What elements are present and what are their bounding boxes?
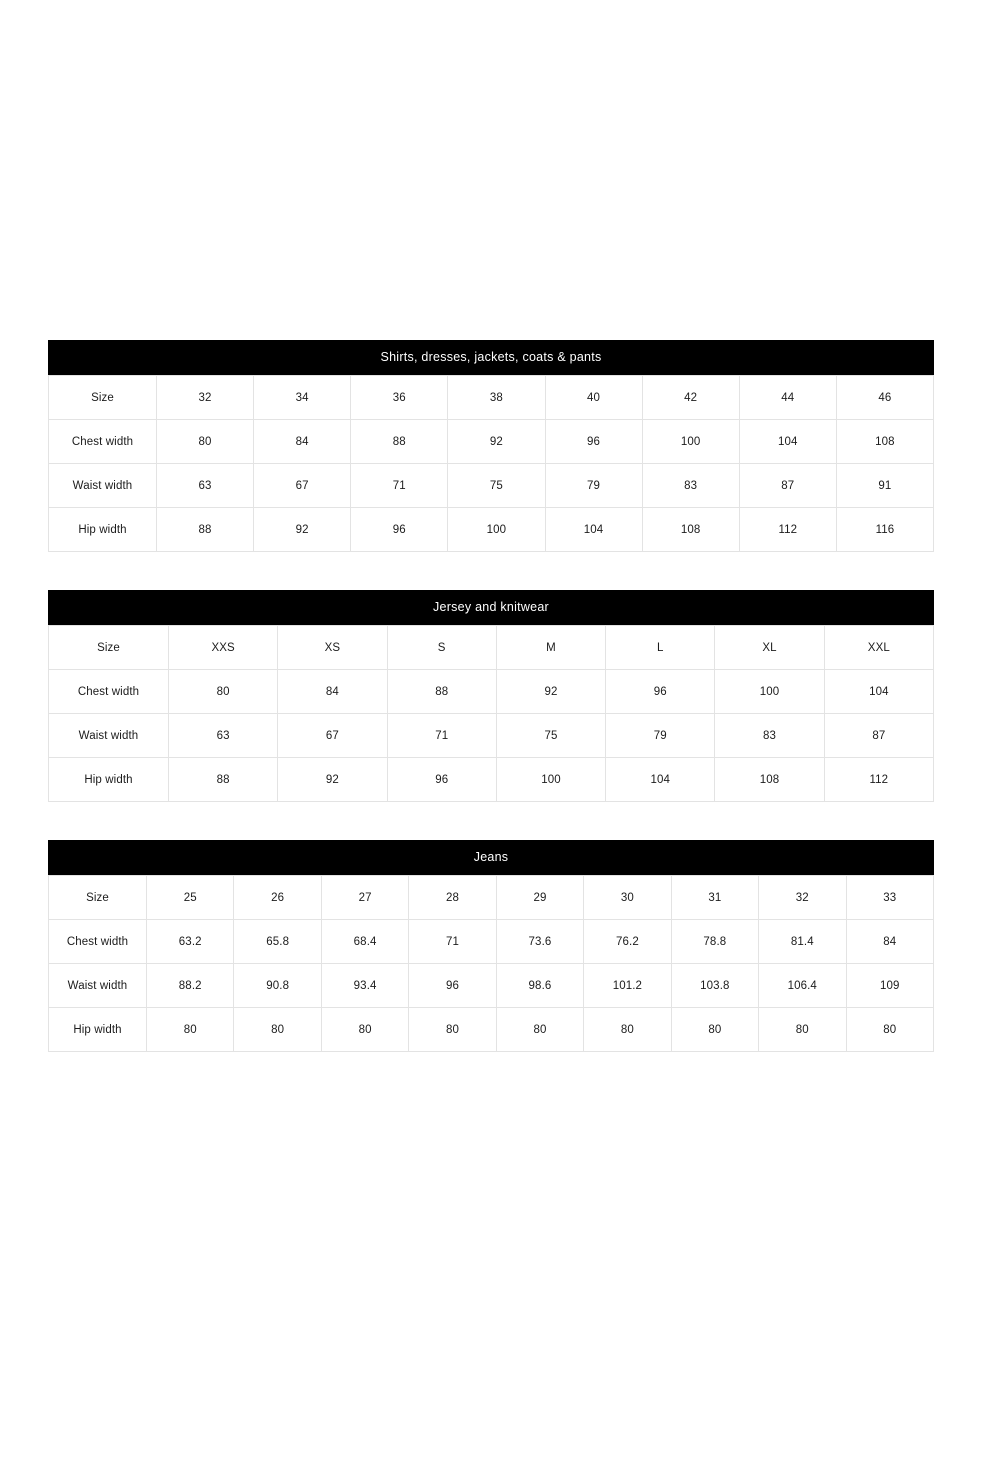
table-cell: 103.8 (671, 964, 758, 1008)
table-cell: 83 (715, 714, 824, 758)
table-row (49, 420, 934, 464)
column-header: Size (49, 626, 169, 670)
table-cell: 98.6 (496, 964, 583, 1008)
table-cell: 63.2 (147, 920, 234, 964)
column-header: 34 (254, 376, 351, 420)
column-header: 36 (351, 376, 448, 420)
column-header: 38 (448, 376, 545, 420)
table-cell: 100 (642, 420, 739, 464)
table-cell: 100 (448, 508, 545, 552)
table-cell: 88 (351, 420, 448, 464)
table-cell: 80 (584, 1008, 671, 1052)
table-cell: 63 (157, 464, 254, 508)
table-cell: 96 (409, 964, 496, 1008)
table-cell: 63 (169, 714, 278, 758)
table-cell: 73.6 (496, 920, 583, 964)
table-cell: 104 (739, 420, 836, 464)
row-header: Hip width (49, 758, 169, 802)
table-cell: 88 (169, 758, 278, 802)
column-header: XS (278, 626, 387, 670)
table-cell: 71 (409, 920, 496, 964)
row-header: Chest width (49, 920, 147, 964)
table-cell: 88.2 (147, 964, 234, 1008)
table-row (49, 920, 934, 964)
table-cell: 80 (671, 1008, 758, 1052)
column-header: 33 (846, 876, 934, 920)
table-row (49, 670, 934, 714)
table-cell: 76.2 (584, 920, 671, 964)
table-cell: 79 (606, 714, 715, 758)
table-cell: 112 (824, 758, 933, 802)
column-header: 46 (836, 376, 933, 420)
column-header: Size (49, 876, 147, 920)
column-header: 26 (234, 876, 321, 920)
column-header: 44 (739, 376, 836, 420)
column-header: 40 (545, 376, 642, 420)
table-title-shirts: Shirts, dresses, jackets, coats & pants (48, 340, 934, 375)
table-cell: 84 (278, 670, 387, 714)
table-cell: 88 (387, 670, 496, 714)
column-header: L (606, 626, 715, 670)
table-cell: 80 (409, 1008, 496, 1052)
table-cell: 116 (836, 508, 933, 552)
table-cell: 75 (496, 714, 605, 758)
table-title-jeans: Jeans (48, 840, 934, 875)
table-row (49, 714, 934, 758)
column-header: Size (49, 376, 157, 420)
table-cell: 104 (824, 670, 933, 714)
table-row (49, 508, 934, 552)
table-cell: 112 (739, 508, 836, 552)
table-cell: 108 (642, 508, 739, 552)
table-cell: 91 (836, 464, 933, 508)
column-header: M (496, 626, 605, 670)
row-header: Waist width (49, 464, 157, 508)
size-table-jeans (48, 840, 934, 1052)
table-cell: 96 (545, 420, 642, 464)
table-cell: 104 (606, 758, 715, 802)
table-cell: 79 (545, 464, 642, 508)
column-header: XL (715, 626, 824, 670)
table-cell: 67 (278, 714, 387, 758)
table-cell: 87 (824, 714, 933, 758)
table-cell: 92 (254, 508, 351, 552)
table-cell: 90.8 (234, 964, 321, 1008)
table-cell: 88 (157, 508, 254, 552)
table-cell: 87 (739, 464, 836, 508)
table-cell: 83 (642, 464, 739, 508)
table-cell: 109 (846, 964, 934, 1008)
table-row (49, 964, 934, 1008)
table-cell: 100 (496, 758, 605, 802)
size-table-shirts (48, 340, 934, 552)
table-cell: 108 (836, 420, 933, 464)
size-tables-container (48, 340, 934, 1090)
table-title-jersey: Jersey and knitwear (48, 590, 934, 625)
table-cell: 96 (606, 670, 715, 714)
table-cell: 104 (545, 508, 642, 552)
table-row (49, 1008, 934, 1052)
table-cell: 68.4 (321, 920, 408, 964)
table-cell: 80 (321, 1008, 408, 1052)
column-header: 32 (759, 876, 846, 920)
table-cell: 71 (387, 714, 496, 758)
column-header: XXL (824, 626, 933, 670)
column-header: S (387, 626, 496, 670)
table-cell: 101.2 (584, 964, 671, 1008)
table-row (49, 376, 934, 420)
table-cell: 67 (254, 464, 351, 508)
table-cell: 84 (254, 420, 351, 464)
size-table-jersey (48, 590, 934, 802)
row-header: Chest width (49, 670, 169, 714)
table-cell: 80 (147, 1008, 234, 1052)
column-header: 27 (321, 876, 408, 920)
table-cell: 80 (157, 420, 254, 464)
table-cell: 81.4 (759, 920, 846, 964)
table-cell: 65.8 (234, 920, 321, 964)
row-header: Hip width (49, 1008, 147, 1052)
column-header: 29 (496, 876, 583, 920)
table-cell: 71 (351, 464, 448, 508)
table-cell: 100 (715, 670, 824, 714)
column-header: 31 (671, 876, 758, 920)
table-row (49, 876, 934, 920)
row-header: Hip width (49, 508, 157, 552)
table-cell: 96 (351, 508, 448, 552)
table-cell: 92 (448, 420, 545, 464)
row-header: Waist width (49, 714, 169, 758)
table-cell: 80 (234, 1008, 321, 1052)
table-row (49, 464, 934, 508)
table-cell: 106.4 (759, 964, 846, 1008)
column-header: 28 (409, 876, 496, 920)
table-cell: 108 (715, 758, 824, 802)
column-header: 42 (642, 376, 739, 420)
column-header: 30 (584, 876, 671, 920)
table-cell: 96 (387, 758, 496, 802)
table-cell: 93.4 (321, 964, 408, 1008)
table-cell: 92 (278, 758, 387, 802)
table-row (49, 626, 934, 670)
table-cell: 80 (846, 1008, 934, 1052)
column-header: 32 (157, 376, 254, 420)
table-cell: 92 (496, 670, 605, 714)
table-cell: 80 (759, 1008, 846, 1052)
column-header: 25 (147, 876, 234, 920)
column-header: XXS (169, 626, 278, 670)
row-header: Chest width (49, 420, 157, 464)
table-cell: 78.8 (671, 920, 758, 964)
table-cell: 80 (496, 1008, 583, 1052)
table-cell: 80 (169, 670, 278, 714)
row-header: Waist width (49, 964, 147, 1008)
table-cell: 84 (846, 920, 934, 964)
table-row (49, 758, 934, 802)
table-cell: 75 (448, 464, 545, 508)
